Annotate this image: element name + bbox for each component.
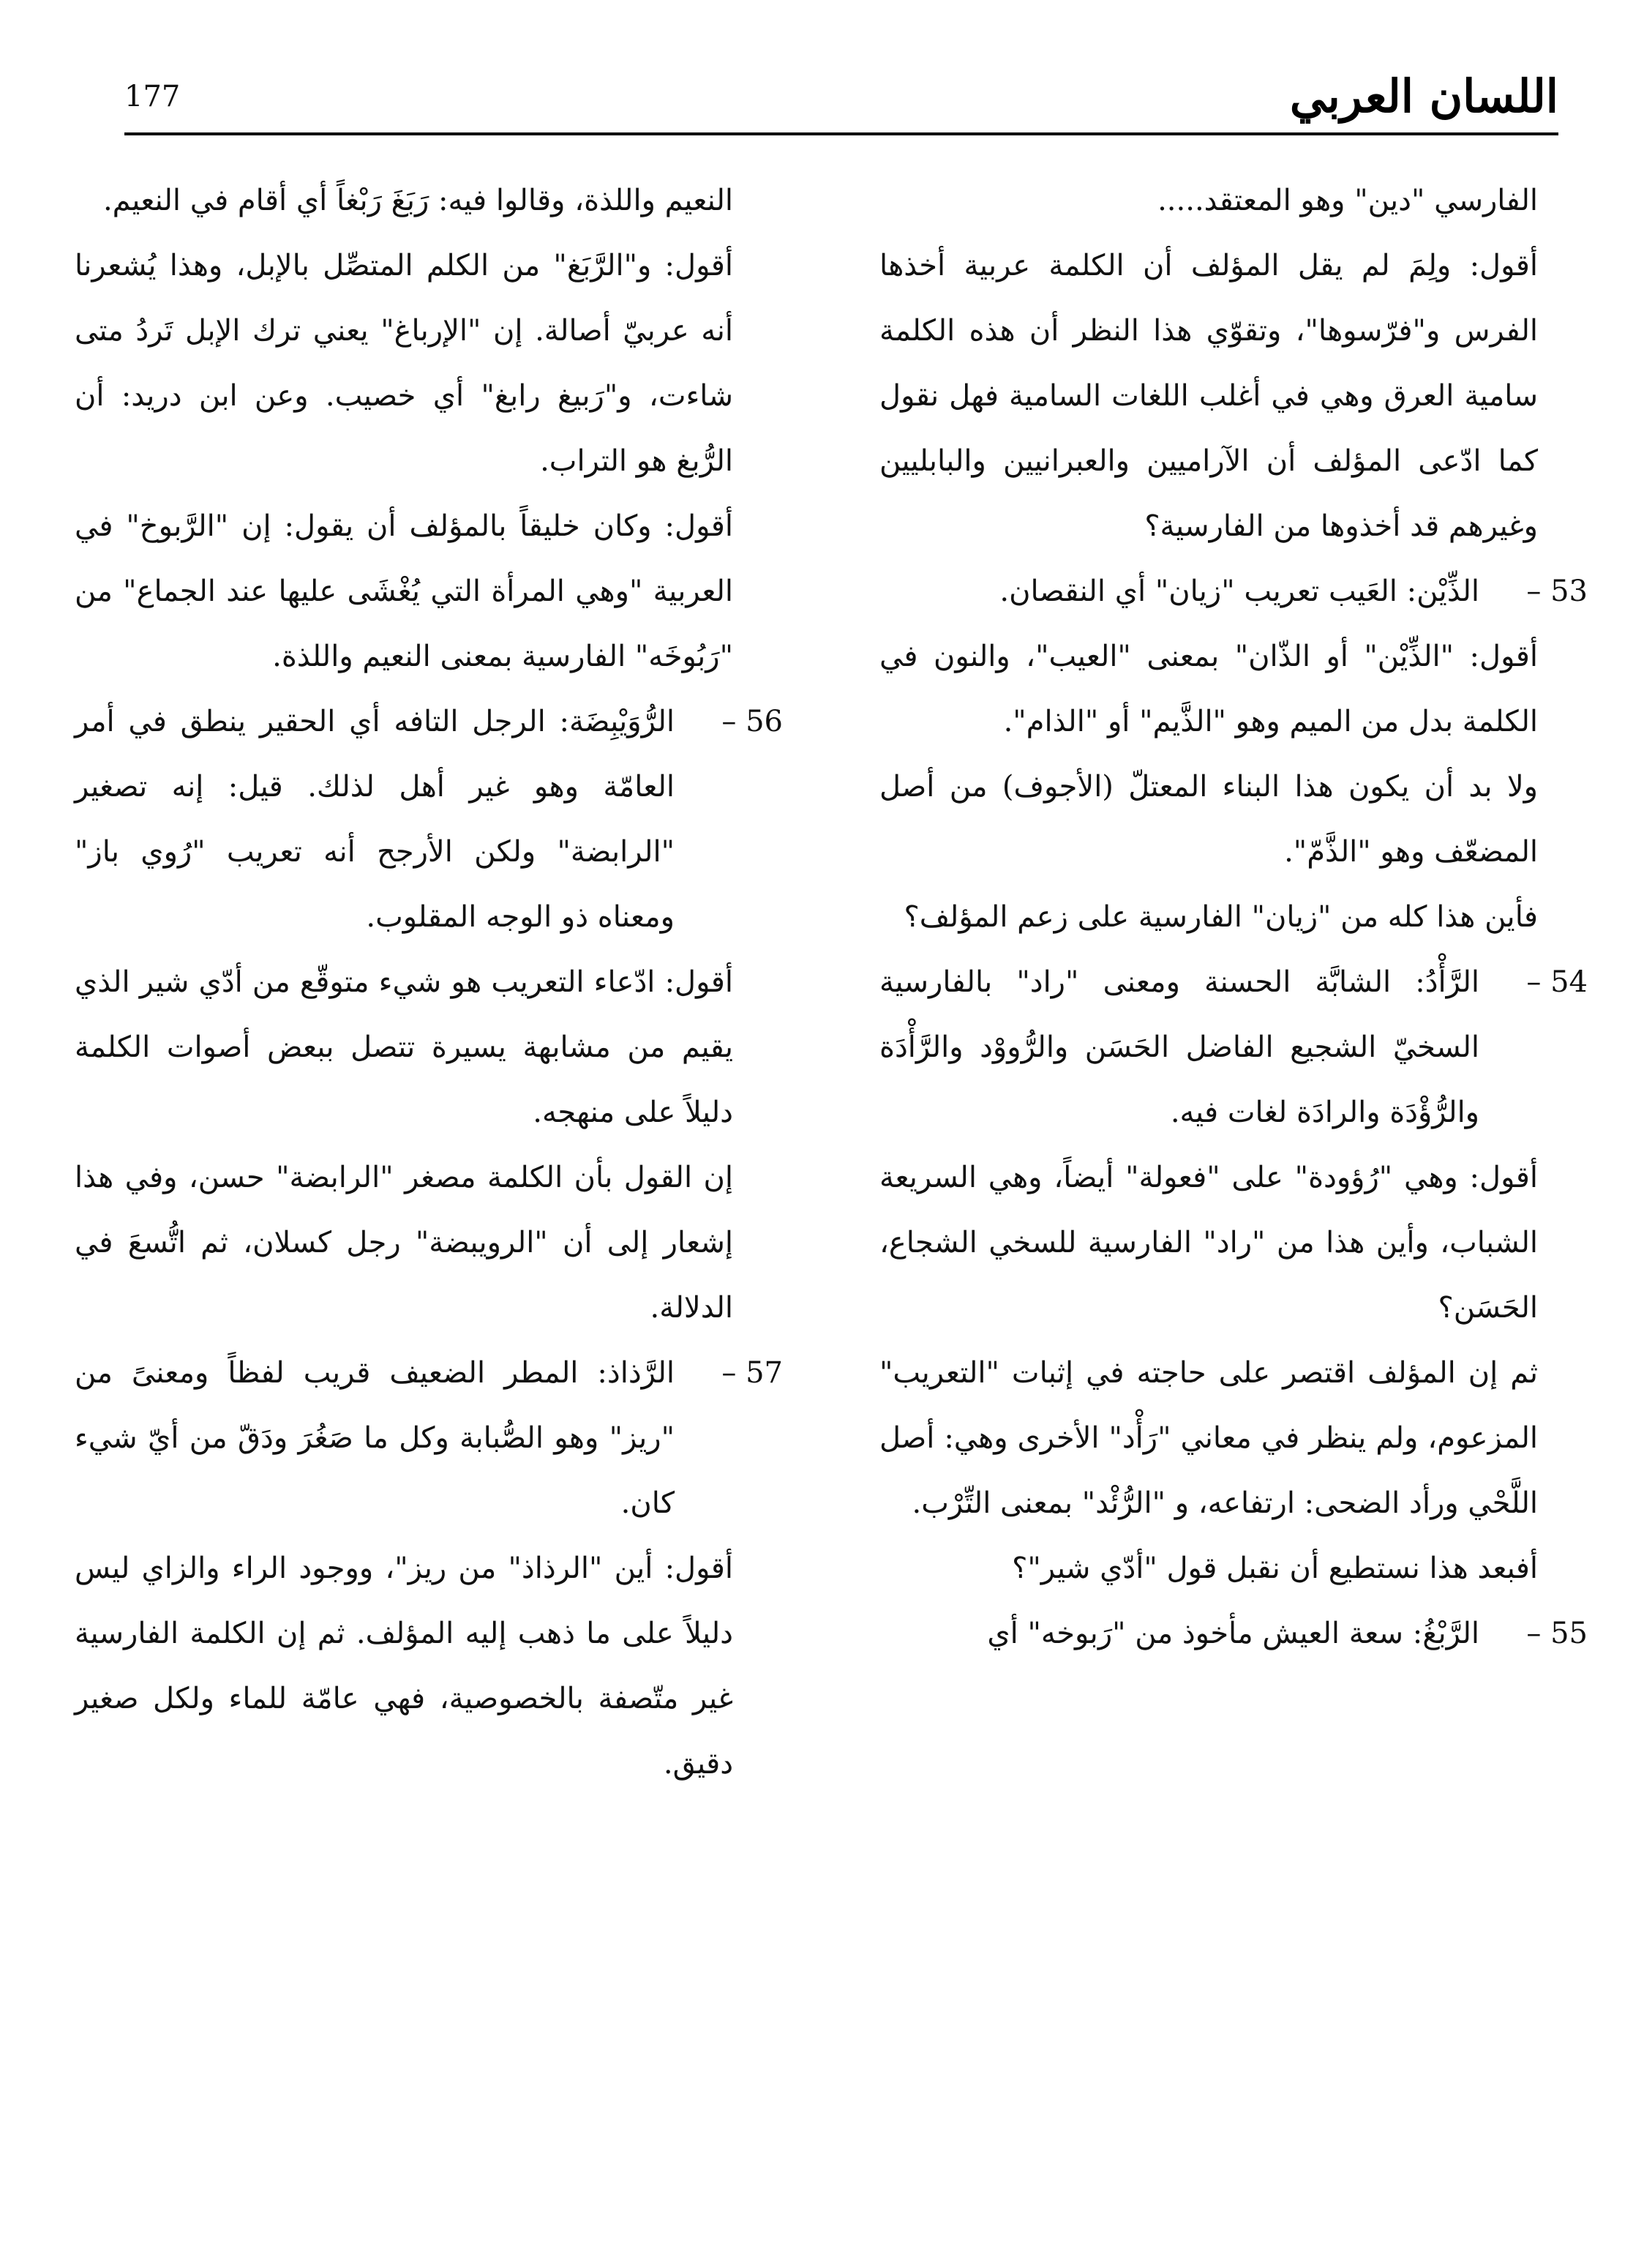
entry-number: 54 – <box>1526 965 1588 999</box>
page-number: 177 <box>124 80 181 113</box>
dictionary-entry <box>879 950 1588 1145</box>
paragraph-text: أفبعد هذا نستطيع أن نقبل قول "أدّي شير"؟ <box>1012 1552 1538 1585</box>
paragraph-text: النعيم واللذة، وقالوا فيه: رَبَغَ رَبْغاً أي أقام في النعيم. <box>102 184 733 217</box>
page-header <box>124 70 1558 143</box>
paragraph-text: أقول: ولِمَ لم يقل المؤلف أن الكلمة عربية أخذها الفرس و"فرّسوها"، وتقوّي هذا النظر أن هذه الكلمة سامية العرق وهي في أغلب اللغات السامية فهل نقول كما ادّعى المؤلف أن الآراميين والعبرانيين والبابليين وغيرهم قد أخذوها من الفارسية؟ <box>879 249 1538 543</box>
header-divider <box>124 132 1558 135</box>
paragraph-text: أقول: "الذِّيْن" أو الذّان" بمعنى "العيب"، والنون في الكلمة بدل من الميم وهو "الذَّيم" أو "الذام". <box>879 640 1538 738</box>
paragraph <box>879 1536 1538 1601</box>
paragraph-text: الرَّذاذ: المطر الضعيف قريب لفظاً ومعنىً من "ريز" وهو الصُّبابة وكل ما صَغُرَ ودَقّ من أيّ شيء كان. <box>75 1356 675 1520</box>
paragraph-text: الرُّوَيْبِضَة: الرجل التافه أي الحقير ينطق في أمر العامّة وهو غير أهل لذلك. قيل: إنه تصغير "الرابضة" ولكن الأرجح أنه تعريب "رُوي باز" ومعناه ذو الوجه المقلوب. <box>75 705 675 934</box>
right-text-column <box>879 168 1588 1666</box>
entry-number: 56 – <box>721 705 783 738</box>
paragraph <box>879 233 1538 559</box>
paragraph <box>879 1145 1538 1341</box>
dictionary-entry <box>879 1601 1588 1666</box>
paragraph <box>879 624 1538 755</box>
paragraph-text: الذِّيْن: العَيب تعريب "زيان" أي النقصان. <box>999 575 1479 608</box>
entry-number: 57 – <box>721 1356 783 1390</box>
paragraph-text: ولا بد أن يكون هذا البناء المعتلّ (الأجوف) من أصل المضعّف وهو "الذَّمّ". <box>879 770 1538 869</box>
paragraph <box>75 950 733 1145</box>
paragraph <box>75 1145 733 1341</box>
paragraph-text: أقول: أين "الرذاذ" من ريز"، ووجود الراء والزاي ليس دليلاً على ما ذهب إليه المؤلف. ثم إن الكلمة الفارسية غير متّصفة بالخصوصية، فهي عامّة للماء ولكل صغير دقيق. <box>75 1552 733 1781</box>
paragraph-text: أقول: ادّعاء التعريب هو شيء متوقّع من أدّي شير الذي يقيم من مشابهة يسيرة تتصل ببعض أصوات الكلمة دليلاً على منهجه. <box>75 965 734 1129</box>
paragraph <box>879 168 1538 233</box>
paragraph-text: الرَّبْغُ: سعة العيش مأخوذ من "رَبوخه" أي <box>987 1617 1479 1650</box>
paragraph-text: أقول: و"الرَّبَغ" من الكلم المتصِّل بالإبل، وهذا يُشعرنا أنه عربيّ أصالة. إن "الإرباغ" يعني ترك الإبل تَردُ متى شاءت، و"رَبيغ رابغ" أي خصيب. وعن ابن دريد: أن الرُّبغ هو التراب. <box>75 249 733 478</box>
journal-name: اللسان العربي <box>1289 70 1558 123</box>
paragraph-text: إن القول بأن الكلمة مصغر "الرابضة" حسن، وفي هذا إشعار إلى أن "الرويبضة" رجل كسلان، ثم اتُّسعَ في الدلالة. <box>75 1161 733 1325</box>
dictionary-entry <box>75 689 783 950</box>
paragraph <box>879 1341 1538 1536</box>
paragraph-text: ثم إن المؤلف اقتصر على حاجته في إثبات "التعريب" المزعوم، ولم ينظر في معاني "رَأْد" الأخرى وهي: أصل اللَّحْي ورأد الضحى: ارتفاعه، و "الرُّئْد" بمعنى التِّرْب. <box>879 1356 1538 1520</box>
paragraph <box>75 494 733 689</box>
paragraph <box>879 885 1538 950</box>
paragraph <box>75 1536 733 1797</box>
paragraph-text: الرَّأْدُ: الشابَّة الحسنة ومعنى "راد" بالفارسية السخيّ الشجيع الفاضل الحَسَن والرُّووْد والرَّأْدَة والرُّؤْدَة والرادَة لغات فيه. <box>879 965 1479 1129</box>
left-text-column <box>75 168 783 1797</box>
dictionary-entry <box>75 1341 783 1536</box>
paragraph <box>879 755 1538 885</box>
entry-number: 53 – <box>1526 575 1588 608</box>
paragraph-text: أقول: وهي "رُؤودة" على "فعولة" أيضاً، وهي السريعة الشباب، وأين هذا من "راد" الفارسية للسخي الشجاع، الحَسَن؟ <box>879 1161 1538 1325</box>
paragraph <box>75 168 733 233</box>
paragraph-text: أقول: وكان خليقاً بالمؤلف أن يقول: إن "الرَّبوخ" في العربية "وهي المرأة التي يُغْشَى عليها عند الجماع" من "رَبُوخَه" الفارسية بمعنى النعيم واللذة. <box>75 509 733 673</box>
entry-number: 55 – <box>1526 1617 1588 1650</box>
paragraph-text: الفارسي "دين" وهو المعتقد..... <box>1157 184 1538 217</box>
paragraph <box>75 233 733 494</box>
dictionary-entry <box>879 559 1588 624</box>
paragraph-text: فأين هذا كله من "زيان" الفارسية على زعم المؤلف؟ <box>904 900 1538 934</box>
